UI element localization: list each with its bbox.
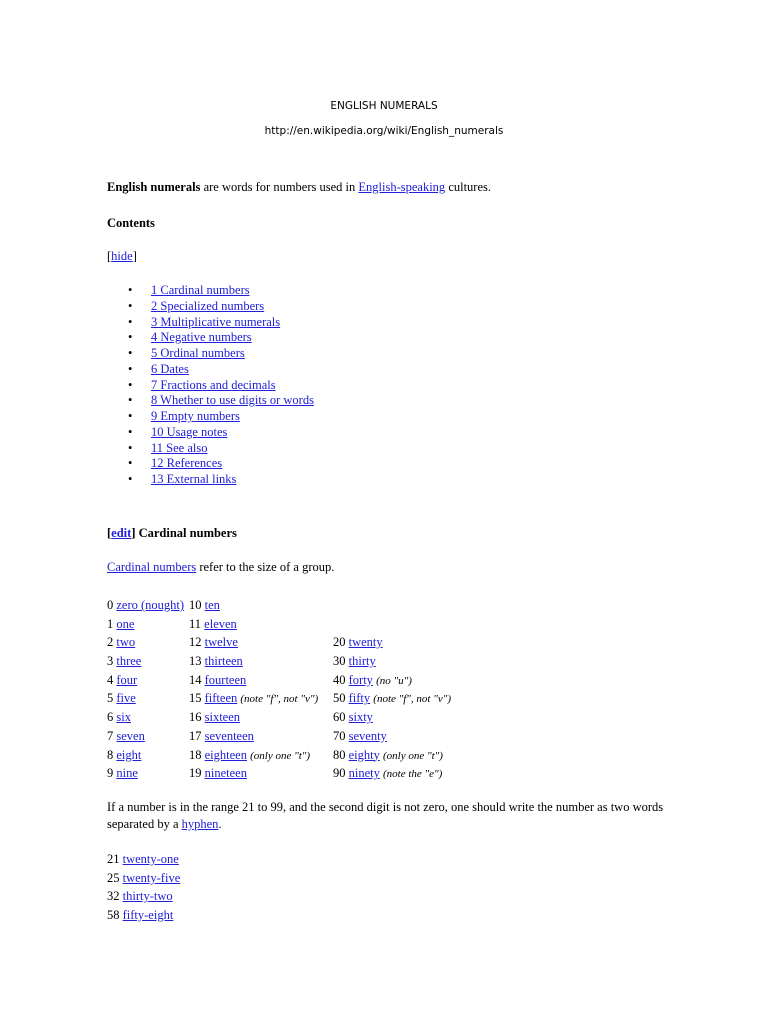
number-cell	[333, 652, 376, 671]
contents-item-link[interactable]: 11 See also	[151, 440, 208, 455]
number-digit: 4	[107, 672, 114, 687]
number-digit: 6	[107, 710, 114, 725]
bullet-icon: •	[128, 472, 133, 486]
number-word-link[interactable]: fifteen	[204, 691, 238, 706]
number-word-link[interactable]: ninety	[348, 766, 380, 781]
number-cell	[107, 615, 134, 634]
number-word-link[interactable]: ten	[204, 598, 220, 612]
example-word-link[interactable]: thirty-two	[122, 889, 173, 904]
example-word-link[interactable]: twenty-one	[122, 852, 179, 866]
number-word-link[interactable]: two	[116, 635, 136, 650]
contents-item	[107, 425, 314, 441]
bullet-icon: •	[128, 424, 133, 439]
bullet-icon: •	[128, 346, 133, 360]
number-digit: 12	[189, 635, 202, 650]
number-cell	[333, 671, 412, 691]
example-word-link[interactable]: fifty-eight	[122, 908, 174, 923]
contents-item	[107, 330, 314, 346]
number-digit: 11	[189, 616, 202, 631]
number-digit: 19	[189, 766, 202, 781]
hide-bracket-close: ]	[132, 249, 137, 263]
document-title: ENGLISH NUMERALS	[330, 100, 438, 112]
contents-item-link[interactable]: 8 Whether to use digits or words	[151, 393, 314, 408]
number-note: (note "f", not "v")	[240, 693, 319, 706]
number-cell	[189, 727, 254, 746]
edit-bracket-close: ]	[131, 526, 136, 540]
number-digit: 5	[107, 691, 114, 706]
number-cell	[333, 633, 383, 652]
contents-item-link[interactable]: 6 Dates	[151, 361, 189, 376]
number-word-link[interactable]: eleven	[204, 616, 237, 631]
contents-item	[107, 409, 314, 425]
number-digit: 10	[189, 598, 202, 612]
number-cell	[107, 708, 131, 727]
contents-item	[107, 346, 314, 362]
cardinal-intro-text: refer to the size of a group.	[196, 560, 335, 574]
number-note: (only one "t")	[383, 749, 443, 762]
cardinal-numbers-link[interactable]: Cardinal numbers	[107, 560, 197, 574]
number-cell	[107, 764, 138, 783]
hyphen-link[interactable]: hyphen	[181, 817, 219, 831]
number-cell	[107, 633, 135, 652]
example-digit: 32	[107, 889, 120, 904]
number-word-link[interactable]: six	[116, 710, 131, 725]
hyphen-paragraph-line2	[107, 816, 663, 833]
number-cell	[333, 746, 443, 766]
number-digit: 8	[107, 747, 114, 762]
bullet-icon: •	[128, 409, 133, 423]
intro-bold-term: English numerals	[107, 180, 201, 194]
contents-item-link[interactable]: 10 Usage notes	[151, 424, 228, 439]
contents-item-link[interactable]: 4 Negative numbers	[151, 330, 252, 345]
hide-bracket-open: [	[107, 249, 112, 263]
section-heading-cardinal	[107, 526, 237, 541]
number-cell	[189, 708, 240, 727]
number-word-link[interactable]: seven	[116, 728, 145, 743]
contents-heading	[107, 216, 155, 231]
contents-item-link[interactable]: 7 Fractions and decimals	[151, 377, 276, 392]
number-digit: 3	[107, 654, 114, 669]
number-digit: 13	[189, 654, 202, 669]
hyphen-example-row	[107, 906, 180, 925]
number-word-link[interactable]: sixty	[348, 710, 373, 725]
bullet-icon: •	[128, 314, 133, 329]
example-word-link[interactable]: twenty-five	[122, 870, 181, 885]
edit-bracket-open: [	[107, 526, 112, 540]
contents-item-link[interactable]: 1 Cardinal numbers	[151, 283, 250, 297]
number-word-link[interactable]: seventeen	[204, 728, 254, 743]
contents-item-link[interactable]: 3 Multiplicative numerals	[151, 314, 281, 329]
bullet-icon: •	[128, 298, 133, 313]
number-digit: 1	[107, 616, 114, 631]
number-word-link[interactable]: forty	[348, 672, 373, 687]
contents-item	[107, 456, 314, 472]
hyphen-examples-list	[107, 850, 180, 925]
number-note: (note the "e")	[383, 768, 443, 781]
number-word-link[interactable]: nineteen	[204, 766, 247, 781]
number-word-link[interactable]: nine	[116, 766, 138, 781]
number-note: (only one "t")	[250, 749, 311, 762]
number-word-link[interactable]: thirty	[348, 654, 376, 669]
number-cell	[189, 764, 247, 783]
number-digit: 70	[333, 728, 346, 743]
number-word-link[interactable]: eight	[116, 747, 142, 762]
number-word-link[interactable]: twelve	[204, 635, 238, 650]
bullet-icon: •	[128, 361, 133, 376]
number-cell	[189, 615, 237, 634]
number-digit: 90	[333, 766, 346, 781]
hyphen-paragraph-line1: If a number is in the range 21 to 99, and the second digit is not zero, one should write the number as two words	[107, 800, 664, 814]
hyphen-example-row	[107, 869, 180, 888]
hyphen-line2-pre: separated by a	[107, 817, 182, 831]
hyphen-line2-post: .	[218, 817, 222, 831]
number-word-link[interactable]: eighty	[348, 747, 380, 762]
number-cell	[189, 596, 220, 615]
edit-link[interactable]: edit	[111, 526, 132, 540]
number-cell	[333, 764, 442, 784]
number-note: (no "u")	[376, 674, 412, 687]
number-cell	[107, 652, 141, 671]
number-word-link[interactable]: twenty	[348, 635, 383, 650]
contents-item	[107, 362, 314, 378]
number-digit: 40	[333, 672, 346, 687]
number-digit: 7	[107, 728, 114, 743]
number-digit: 14	[189, 672, 202, 687]
contents-item-link[interactable]: 12 References	[151, 456, 223, 471]
number-digit: 17	[189, 728, 202, 743]
contents-heading-text: Contents	[107, 216, 155, 230]
number-digit: 30	[333, 654, 346, 669]
intro-text-mid: are words for numbers used in	[200, 180, 359, 194]
number-digit: 9	[107, 766, 114, 781]
number-digit: 16	[189, 710, 202, 725]
hyphen-paragraph	[107, 799, 663, 833]
contents-item-link[interactable]: 5 Ordinal numbers	[151, 346, 245, 360]
number-cell	[107, 596, 184, 615]
number-cell	[333, 689, 451, 709]
number-word-link[interactable]: thirteen	[204, 654, 243, 669]
number-digit: 80	[333, 747, 346, 762]
number-cell	[107, 671, 137, 690]
bullet-icon: •	[128, 377, 133, 392]
number-cell	[107, 689, 136, 708]
hyphen-example-row	[107, 850, 180, 869]
bullet-icon: •	[128, 330, 133, 345]
number-digit: 0	[107, 598, 114, 612]
number-word-link[interactable]: zero (nought)	[116, 598, 185, 612]
hide-link[interactable]: hide	[111, 249, 133, 263]
number-word-link[interactable]: seventy	[348, 728, 387, 743]
number-cell	[107, 727, 145, 746]
number-word-link[interactable]: five	[116, 691, 136, 706]
contents-item	[107, 299, 314, 315]
intro-text-end: cultures.	[445, 180, 492, 194]
contents-item	[107, 283, 314, 299]
cardinal-intro-paragraph	[107, 560, 334, 575]
number-word-link[interactable]: eighteen	[204, 747, 247, 762]
intro-paragraph	[107, 180, 491, 195]
number-cell	[189, 689, 318, 709]
bullet-icon: •	[128, 440, 133, 455]
contents-item	[107, 441, 314, 457]
number-cell	[189, 671, 246, 690]
contents-item	[107, 393, 314, 409]
contents-hide-toggle	[107, 249, 137, 264]
number-cell	[333, 708, 373, 727]
number-word-link[interactable]: fourteen	[204, 672, 247, 687]
number-digit: 18	[189, 747, 202, 762]
bullet-icon: •	[128, 283, 133, 297]
number-word-link[interactable]: four	[116, 672, 138, 687]
number-digit: 60	[333, 710, 346, 725]
number-cell	[107, 746, 141, 765]
bullet-icon: •	[128, 456, 133, 471]
contents-item	[107, 315, 314, 331]
bullet-icon: •	[128, 393, 133, 408]
number-cell	[189, 746, 310, 766]
number-cell	[189, 652, 243, 671]
number-digit: 20	[333, 635, 346, 650]
section-title: Cardinal numbers	[135, 526, 237, 540]
example-digit: 25	[107, 870, 120, 885]
number-cell	[189, 633, 238, 652]
number-digit: 15	[189, 691, 202, 706]
number-word-link[interactable]: sixteen	[204, 710, 241, 725]
contents-item	[107, 472, 314, 488]
source-url: http://en.wikipedia.org/wiki/English_numerals	[264, 125, 504, 137]
number-digit: 50	[333, 691, 346, 706]
contents-list	[107, 283, 314, 488]
contents-item	[107, 378, 314, 394]
contents-item-link[interactable]: 2 Specialized numbers	[151, 298, 265, 313]
hyphen-example-row	[107, 887, 180, 906]
number-word-link[interactable]: three	[116, 654, 142, 669]
number-digit: 2	[107, 635, 114, 650]
number-note: (note "f", not "v")	[373, 693, 452, 706]
example-digit: 58	[107, 908, 120, 923]
example-digit: 21	[107, 852, 120, 866]
contents-item-link[interactable]: 13 External links	[151, 472, 237, 486]
contents-item-link[interactable]: 9 Empty numbers	[151, 409, 240, 423]
english-speaking-link[interactable]: English-speaking	[358, 180, 446, 194]
number-cell	[333, 727, 387, 746]
number-word-link[interactable]: fifty	[348, 691, 371, 706]
number-word-link[interactable]: one	[116, 616, 135, 631]
